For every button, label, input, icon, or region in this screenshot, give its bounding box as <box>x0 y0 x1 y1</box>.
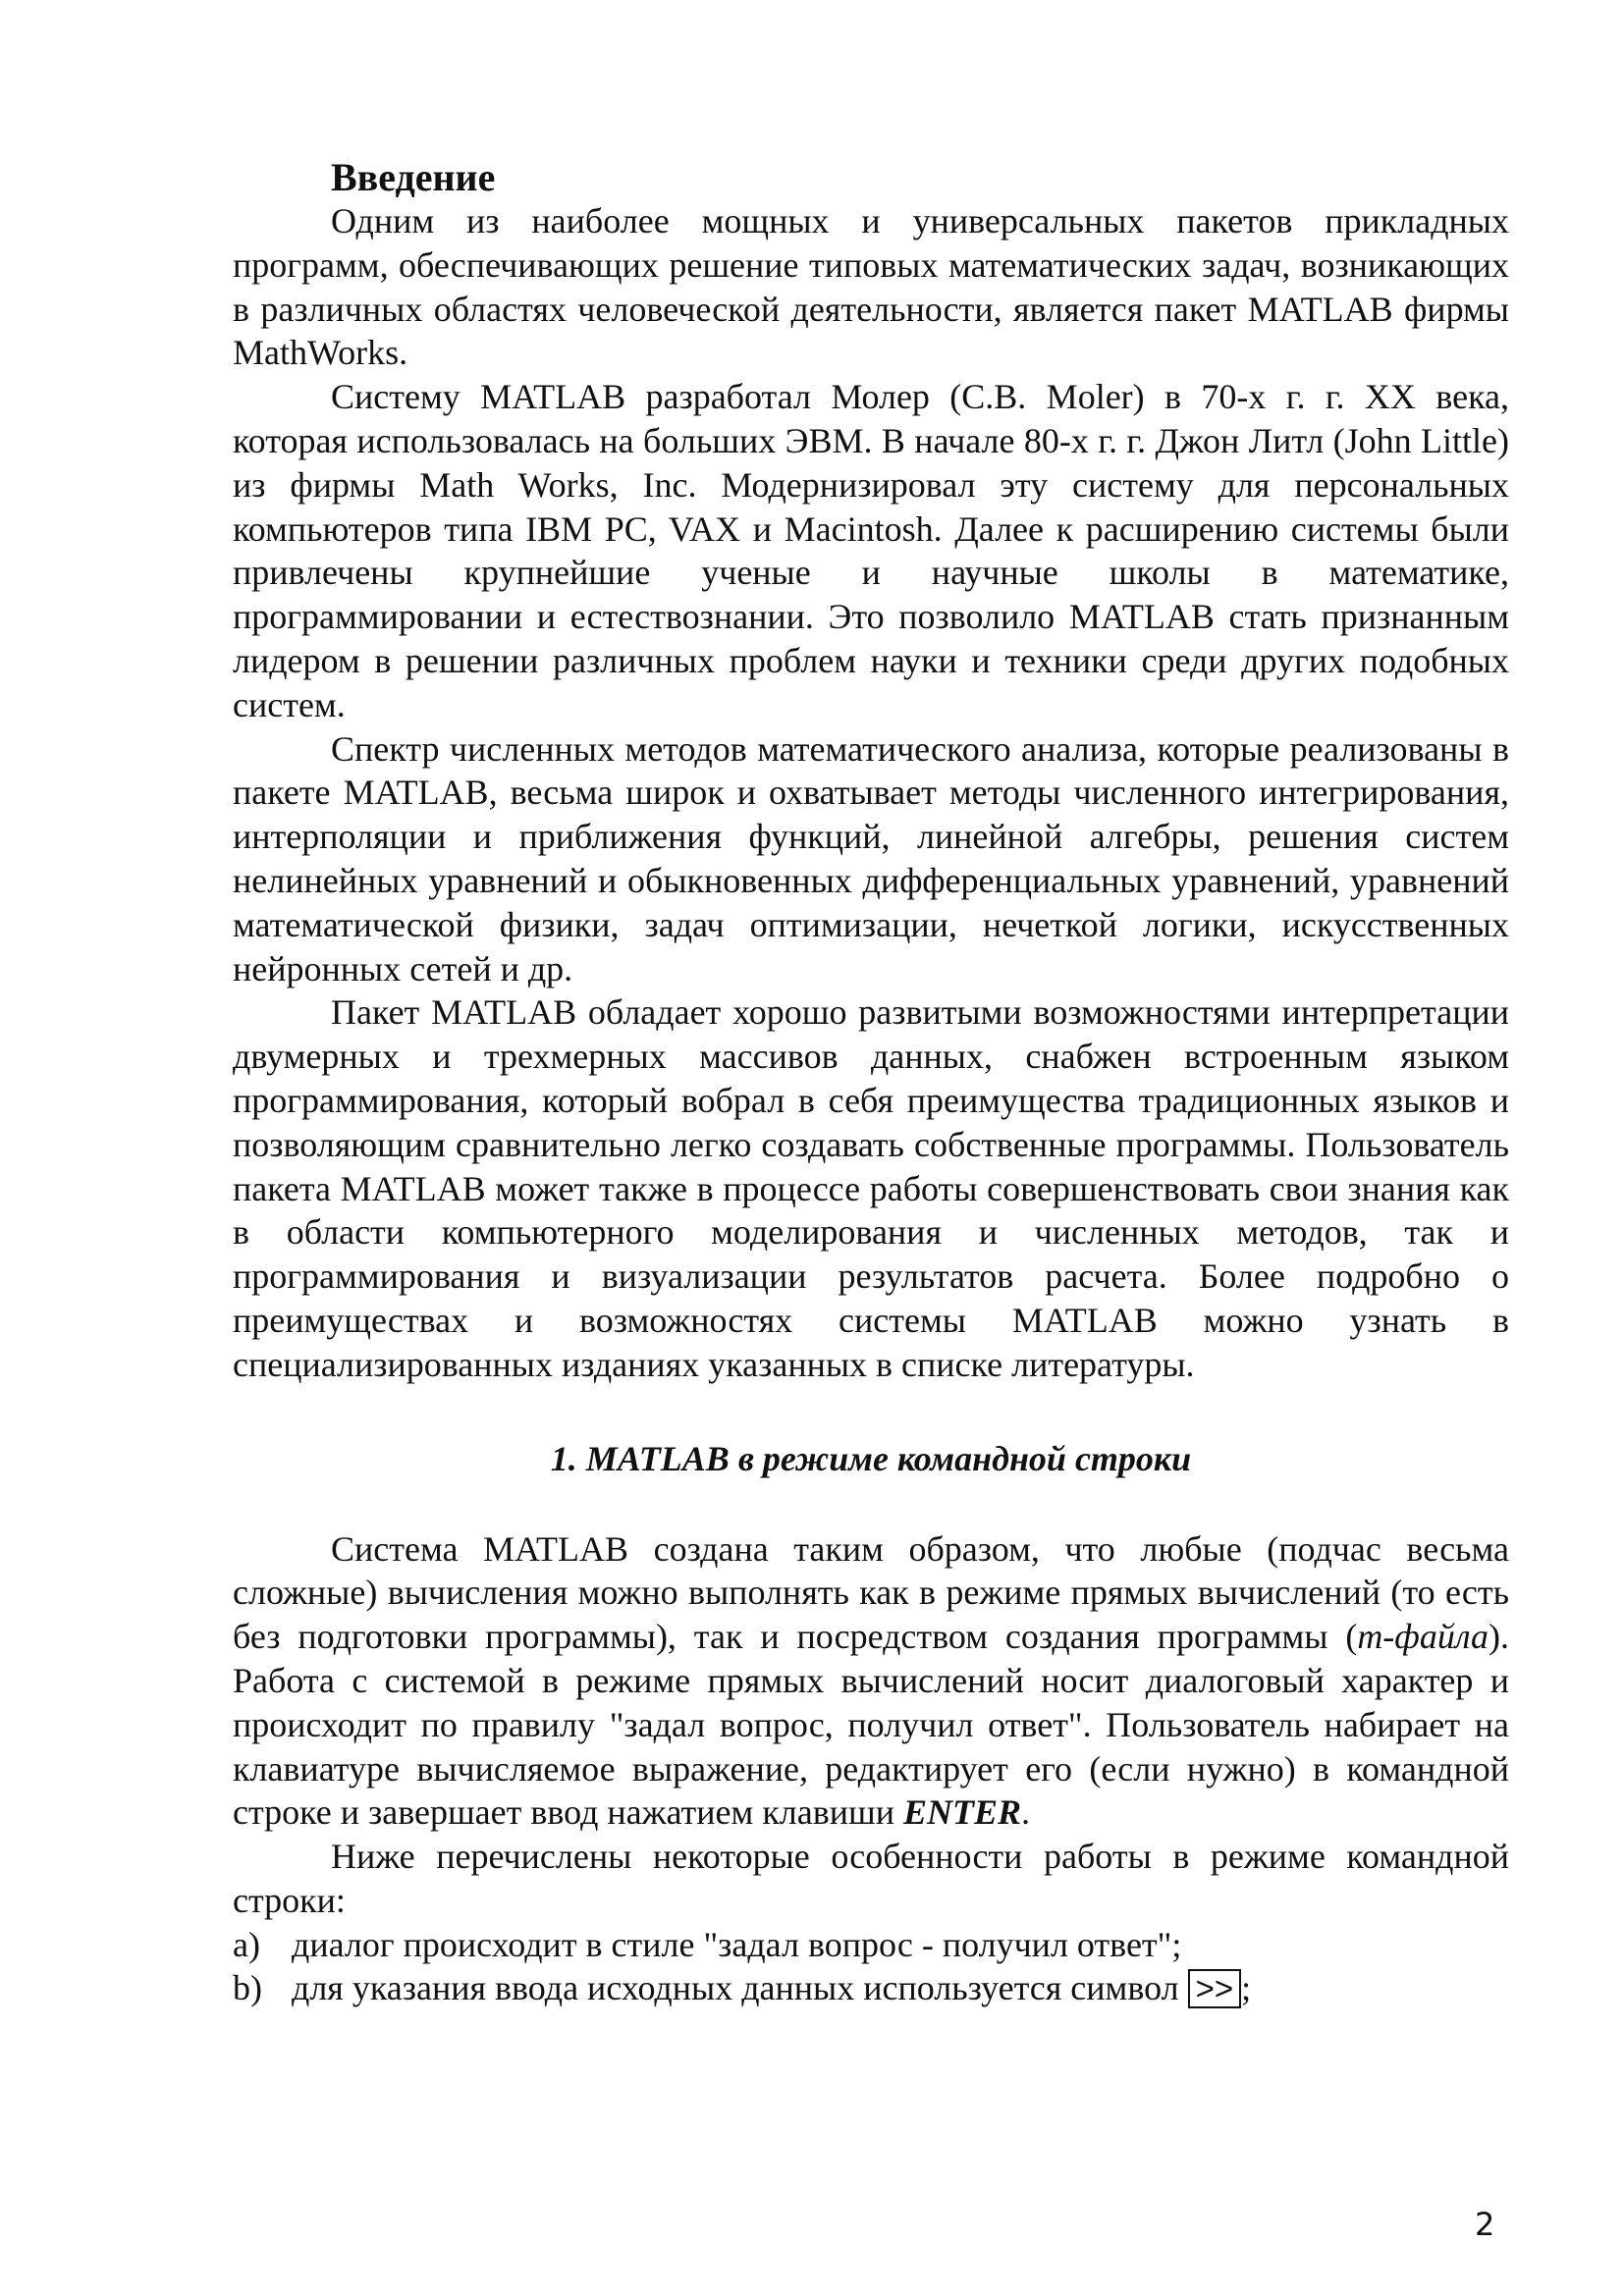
intro-paragraph-4: Пакет MATLAB обладает хорошо развитыми возможностями интерпретации двумерных и трехмерных массивов данных, снабжен встроенным языком программирования, который вобрал в себя преимущества традиционных языков и позволяющим сравнительно легко создавать собственные программы. Пользователь пакета MATLAB может также в процессе работы совершенствовать свои знания как в области компьютерного моделирования и численных методов, так и программирования и визуализации результатов расчета. Более подробно о преимуществах и возможностях системы MATLAB можно узнать в специализированных изданиях указанных в списке литературы. <box>233 992 1509 1384</box>
section-1-p1-text-middle: ). Работа с системой в режиме прямых вычислений носит диалоговый характер и происходит по правилу "задал вопрос, получил ответ". Пользователь набирает на клавиатуре вычисляемое выражение, редактирует его (если нужно) в командной строке и завершает ввод нажатием клавиши <box>233 1617 1509 1833</box>
intro-paragraph-1: Одним из наиболее мощных и универсальных пакетов прикладных программ, обеспечивающих решение типовых математических задач, возникающих в различных областях человеческой деятельности, является пакет MATLAB фирмы MathWorks. <box>233 201 1509 373</box>
intro-paragraph-3: Спектр численных методов математического анализа, которые реализованы в пакете MATLAB, весьма широк и охватывает методы численного интегрирования, интерполяции и приближения функций, линейной алгебры, решения систем нелинейных уравнений и обыкновенных дифференциальных уравнений, уравнений математической физики, задач оптимизации, нечеткой логики, искусственных нейронных сетей и др. <box>233 728 1509 988</box>
list-item-text: диалог происходит в стиле "задал вопрос - получил ответ"; <box>292 1924 1182 1964</box>
intro-heading: Введение <box>331 155 496 199</box>
list-item-text: для указания ввода исходных данных используется символ <box>292 1968 1188 2008</box>
section-1-paragraph-1 <box>233 1527 1509 1836</box>
section-1-p1-text-end: . <box>1021 1792 1031 1833</box>
list-item-marker: a) <box>233 1924 260 1964</box>
document-page <box>233 155 1509 2010</box>
prompt-symbol-box: >> <box>1188 1969 1242 2008</box>
m-file-term: m-файла <box>1357 1617 1489 1657</box>
page-number: 2 <box>1475 2206 1495 2243</box>
features-list <box>233 1923 1509 2011</box>
section-1-title: 1. MATLAB в режиме командной строки <box>550 1438 1192 1478</box>
list-item-text-end: ; <box>1241 1968 1252 2008</box>
enter-key-term: ENTER <box>903 1792 1022 1833</box>
list-item-marker: b) <box>233 1968 262 2008</box>
section-1-p1-text-start: Система MATLAB создана таким образом, что любые (подчас весьма сложные) вычисления можно выполнять как в режиме прямых вычислений (то есть без подготовки программы), так и посредством создания программы ( <box>233 1528 1509 1657</box>
list-item <box>233 1923 1509 1967</box>
list-item <box>233 1966 1509 2010</box>
intro-paragraph-2: Систему MATLAB разработал Молер (C.B. Moler) в 70-х г. г. XX века, которая использовалась на больших ЭВМ. В начале 80-х г. г. Джон Литл (John Little) из фирмы Math Works, Inc. Модернизировал эту систему для персональных компьютеров типа IBM PC, VAX и Macintosh. Далее к расширению системы были привлечены крупнейшие ученые и научные школы в математике, программировании и естествознании. Это позволило MATLAB стать признанным лидером в решении различных проблем науки и техники среди других подобных систем. <box>233 377 1509 724</box>
section-1-paragraph-2: Ниже перечислены некоторые особенности работы в режиме командной строки: <box>233 1837 1509 1920</box>
